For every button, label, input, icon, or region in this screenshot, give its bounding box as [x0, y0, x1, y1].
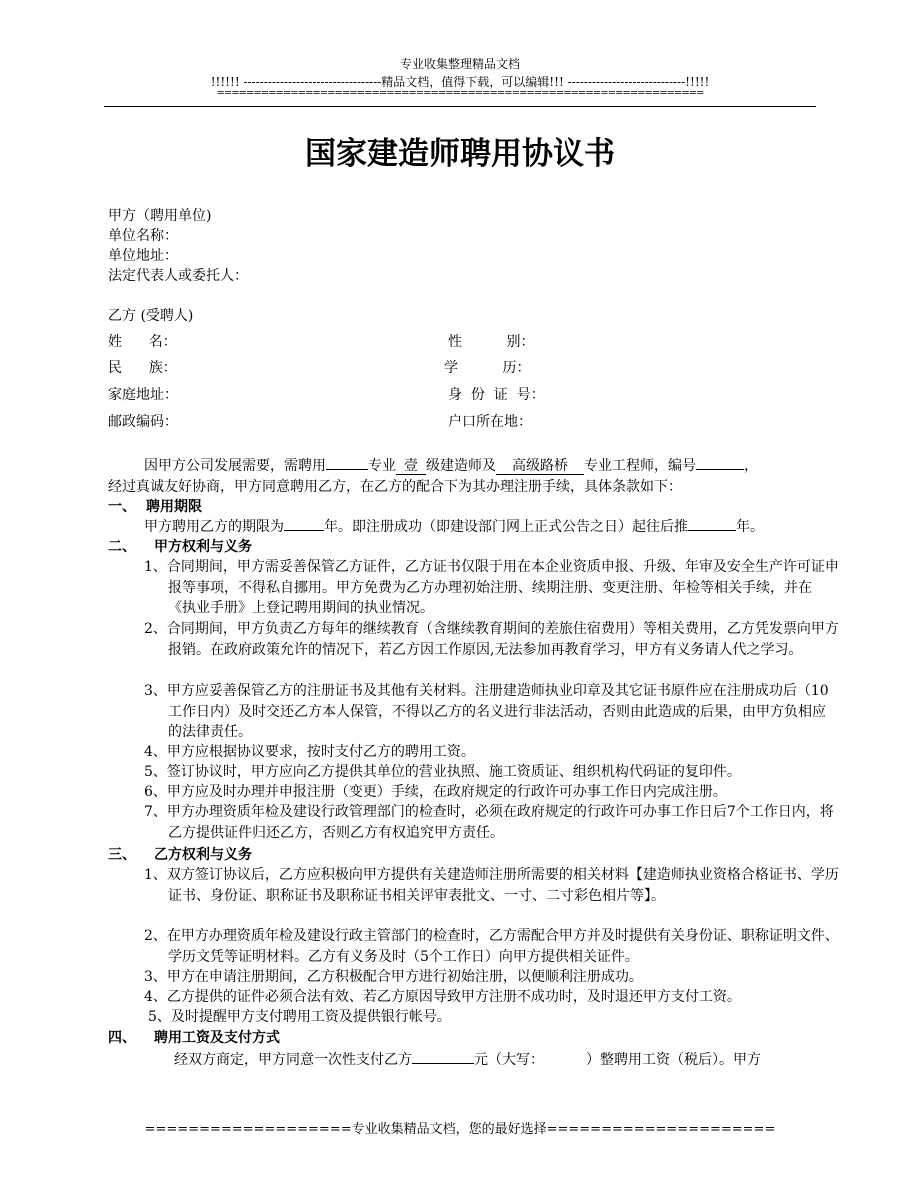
party-a-heading: 甲方（聘用单位)	[108, 208, 212, 224]
document-title: 国家建造师聘用协议书	[305, 136, 615, 172]
section-3-item-2: 2、在甲方办理资质年检及建设行政主管部门的检查时，乙方需配合甲方并及时提供有关身份证、职称证明文件、学历文凭等证明材料。乙方有义务及时（5个工作日）向甲方提供相关证件。	[144, 928, 839, 965]
section-1-title: 聘用期限	[146, 499, 202, 515]
section-2-item-4: 4、甲方应根据协议要求，按时支付乙方的聘用工资。	[144, 744, 475, 760]
section-4-text	[174, 1050, 761, 1070]
party-b-heading: 乙方 (受聘人)	[108, 308, 194, 324]
specialty-blank	[326, 469, 368, 470]
section-1-text-a: 甲方聘用乙方的期限为	[144, 519, 284, 535]
section-3-item-1: 1、双方签订协议后，乙方应积极向甲方提供有关建造师注册所需要的相关材料【建造师执业资格合格证书、学历证书、身份证、职称证书及职称证书相关评审表批文、一寸、二寸彩色相片等】。	[144, 867, 839, 904]
party-b-ethnicity-label: 民 族：	[108, 360, 177, 376]
section-4-title: 聘用工资及支付方式	[154, 1030, 280, 1046]
intro-text-c: 级建造师及	[426, 458, 496, 474]
section-4-num: 四、	[108, 1030, 136, 1046]
party-b-hukou-label: 户口所在地：	[448, 414, 532, 430]
section-4-heading	[108, 1028, 280, 1048]
section-1-heading	[108, 497, 202, 517]
section-1-text-b: 年。即注册成功（即建设部门网上正式公告之日）起往后推	[324, 519, 688, 535]
intro-text-d: 专业工程师，编号	[584, 458, 696, 474]
header-rule	[104, 106, 816, 107]
postpone-years-blank	[688, 530, 736, 531]
salary-amount-blank	[412, 1063, 474, 1064]
section-2-item-1: 1、合同期间，甲方需妥善保管乙方证件，乙方证书仅限于用在本企业资质申报、升级、年审及安全生产许可证申报等事项，不得私自挪用。甲方免费为乙方办理初始注册、续期注册、变更注册、年检等相关手续，并在《执业手册》上登记聘用期间的执业情况。	[144, 559, 839, 616]
intro-line-2: 经过真诚友好协商，甲方同意聘用乙方，在乙方的配合下为其办理注册手续，具体条款如下：	[108, 479, 682, 495]
party-b-postal-code-label: 邮政编码：	[108, 414, 178, 430]
section-4-text-b: 元（大写：	[474, 1052, 544, 1068]
party-a-legal-rep: 法定代表人或委托人：	[108, 268, 248, 284]
section-3-num: 三、	[108, 847, 136, 863]
section-4-text-a: 经双方商定，甲方同意一次性支付乙方	[174, 1052, 412, 1068]
header-divider-text: ==================================================================	[216, 88, 704, 99]
section-3-item-4: 4、乙方提供的证件必须合法有效、若乙方原因导致甲方注册不成功时，及时退还甲方支付工资。	[144, 989, 741, 1005]
section-2-item-2: 2、合同期间，甲方负责乙方每年的继续教育（含继续教育期间的差旅住宿费用）等相关费用，乙方凭发票向甲方报销。在政府政策允许的情况下，若乙方因工作原因,无法参加再教育学习，甲方有义务请人代之学习。	[144, 621, 839, 658]
footer-banner: ===================专业收集精品文档，您的最好选择=====================	[144, 1122, 776, 1137]
section-1-text-c: 年。	[736, 519, 764, 535]
intro-text-b: 专业	[368, 458, 396, 474]
section-4-text-c: ）整聘用工资（税后）。甲方	[586, 1052, 761, 1068]
number-blank	[696, 469, 744, 470]
party-b-home-address-label: 家庭地址：	[108, 387, 178, 403]
section-2-item-6: 6、甲方应及时办理并申报注册（变更）手续，在政府规定的行政许可办事工作日内完成注册。	[144, 784, 727, 800]
intro-text-e: ，	[744, 458, 758, 474]
section-1-num: 一、	[108, 499, 136, 515]
section-3-item-3: 3、甲方在申请注册期间，乙方积极配合甲方进行初始注册，以便顺利注册成功。	[144, 969, 643, 985]
section-3-item-5: 5、及时提醒甲方支付聘用工资及提供银行帐号。	[148, 1009, 451, 1025]
section-2-item-5: 5、签订协议时，甲方应向乙方提供其单位的营业执照、施工资质证、组织机构代码证的复印件。	[144, 764, 741, 780]
intro-line-1	[144, 456, 758, 476]
engineer-title-value: 高级路桥	[496, 458, 584, 475]
party-b-name-label: 姓 名：	[108, 334, 177, 350]
section-2-title: 甲方权利与义务	[154, 539, 252, 555]
section-3-title: 乙方权利与义务	[154, 847, 252, 863]
header-caption: 专业收集整理精品文档	[399, 57, 520, 71]
party-a-unit-address: 单位地址：	[108, 248, 178, 264]
party-b-education-label: 学 历：	[444, 360, 531, 376]
section-1-text	[144, 517, 764, 537]
party-b-gender-label: 性 别：	[448, 334, 535, 350]
term-years-blank	[284, 530, 324, 531]
section-3-heading	[108, 845, 252, 865]
header-banner: !!!!!! ----------------------------------精品文档，值得下载，可以编辑!!! -----------------------------!!!!!	[210, 75, 710, 89]
section-2-heading	[108, 537, 252, 557]
section-2-num: 二、	[108, 539, 136, 555]
section-2-item-3: 3、甲方应妥善保管乙方的注册证书及其他有关材料。注册建造师执业印章及其它证书原件应在注册成功后（10工作日内）及时交还乙方本人保管，不得以乙方的名义进行非法活动，否则由此造成的后果，由甲方负相应的法律责任。	[144, 683, 829, 740]
grade-value: 壹	[396, 458, 426, 475]
intro-text-a: 因甲方公司发展需要，需聘用	[144, 458, 326, 474]
party-b-id-number-label: 身 份 证 号：	[448, 387, 545, 403]
section-2-item-7: 7、甲方办理资质年检及建设行政管理部门的检查时，必须在政府规定的行政许可办事工作日后7个工作日内，将乙方提供证件归还乙方，否则乙方有权追究甲方责任。	[144, 804, 834, 841]
party-a-unit-name: 单位名称：	[108, 228, 178, 244]
